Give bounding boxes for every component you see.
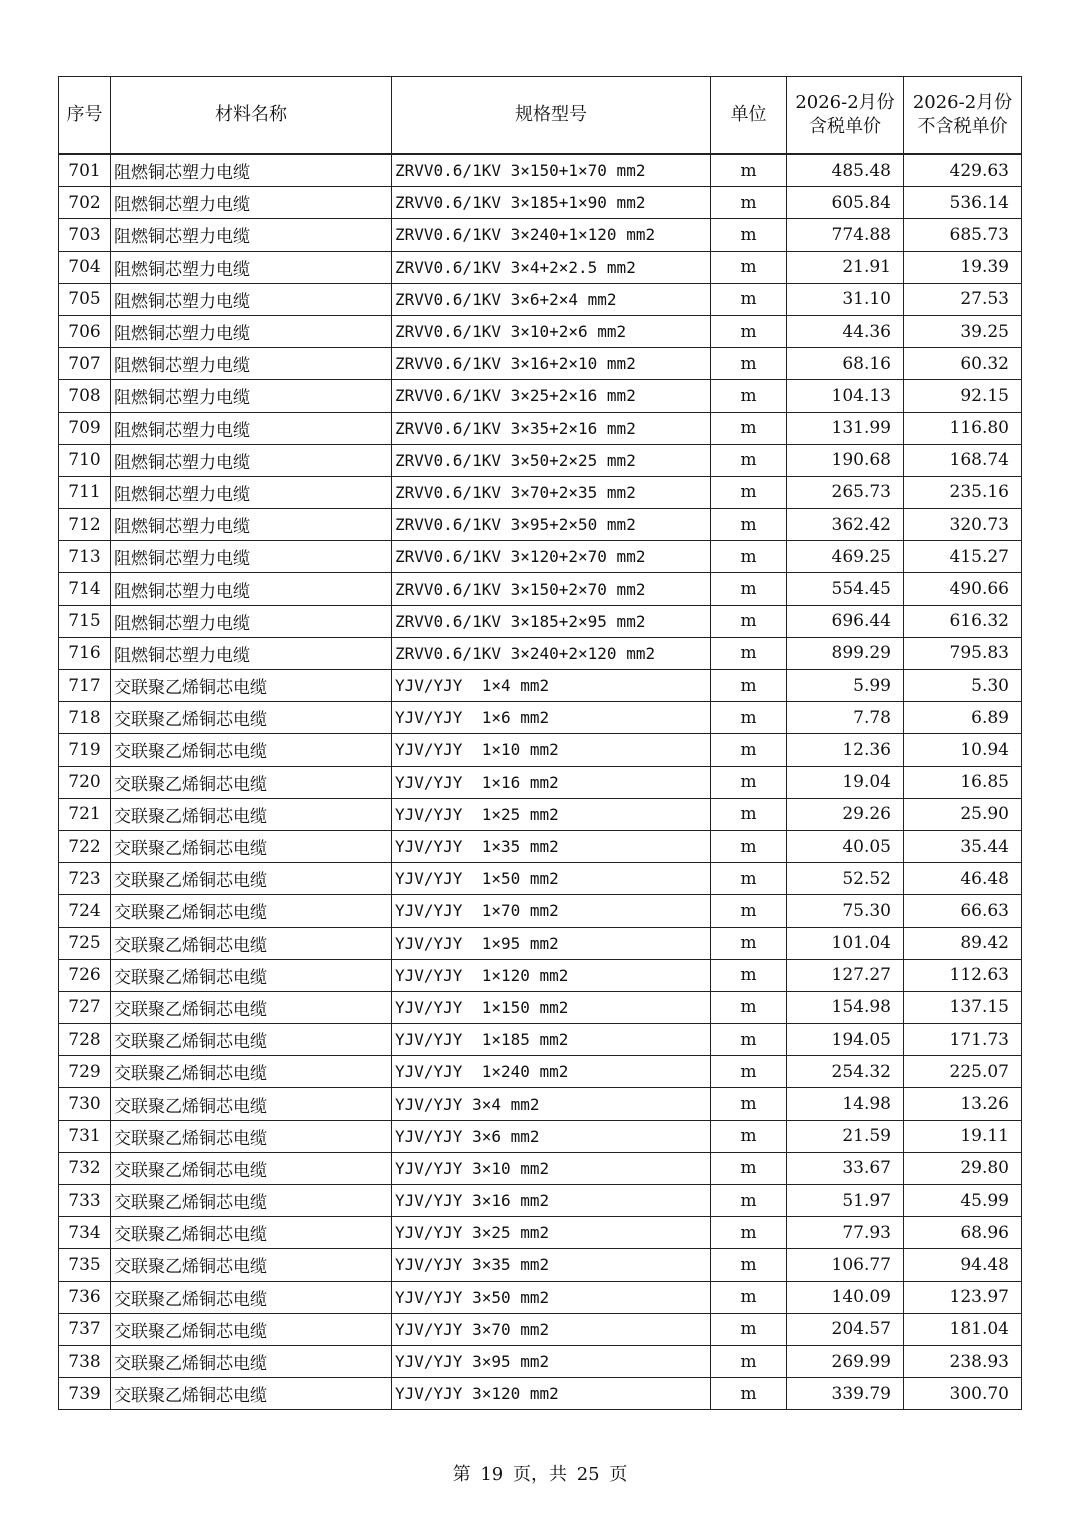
footer-mid: 页，共 bbox=[513, 1464, 567, 1485]
cell-spec: YJV/YJY 1×16 mm2 bbox=[392, 766, 711, 798]
cell-price-tax: 696.44 bbox=[787, 605, 904, 637]
cell-price-tax: 265.73 bbox=[787, 476, 904, 508]
cell-spec: YJV/YJY 1×240 mm2 bbox=[392, 1056, 711, 1088]
cell-spec: YJV/YJY 3×70 mm2 bbox=[392, 1313, 711, 1345]
cell-price-tax: 21.91 bbox=[787, 251, 904, 283]
cell-price-notax: 490.66 bbox=[904, 573, 1022, 605]
cell-spec: ZRVV0.6/1KV 3×185+2×95 mm2 bbox=[392, 605, 711, 637]
cell-price-notax: 171.73 bbox=[904, 1024, 1022, 1056]
cell-spec: YJV/YJY 1×185 mm2 bbox=[392, 1024, 711, 1056]
table-row bbox=[59, 895, 1022, 927]
cell-name: 交联聚乙烯铜芯电缆 bbox=[111, 798, 392, 830]
cell-price-notax: 89.42 bbox=[904, 927, 1022, 959]
cell-price-notax: 60.32 bbox=[904, 348, 1022, 380]
cell-unit: m bbox=[711, 1345, 787, 1377]
cell-price-tax: 75.30 bbox=[787, 895, 904, 927]
table-row bbox=[59, 1281, 1022, 1313]
cell-unit: m bbox=[711, 702, 787, 734]
table-row bbox=[59, 187, 1022, 219]
cell-name: 交联聚乙烯铜芯电缆 bbox=[111, 959, 392, 991]
cell-no: 727 bbox=[59, 991, 111, 1023]
cell-no: 707 bbox=[59, 348, 111, 380]
cell-price-notax: 429.63 bbox=[904, 154, 1022, 187]
cell-price-notax: 536.14 bbox=[904, 187, 1022, 219]
cell-price-tax: 190.68 bbox=[787, 444, 904, 476]
cell-unit: m bbox=[711, 573, 787, 605]
cell-unit: m bbox=[711, 1024, 787, 1056]
cell-unit: m bbox=[711, 348, 787, 380]
cell-no: 739 bbox=[59, 1378, 111, 1410]
cell-price-tax: 469.25 bbox=[787, 541, 904, 573]
table-row bbox=[59, 959, 1022, 991]
cell-no: 705 bbox=[59, 283, 111, 315]
cell-name: 阻燃铜芯塑力电缆 bbox=[111, 541, 392, 573]
cell-price-notax: 27.53 bbox=[904, 283, 1022, 315]
cell-spec: ZRVV0.6/1KV 3×240+2×120 mm2 bbox=[392, 637, 711, 669]
cell-spec: YJV/YJY 1×25 mm2 bbox=[392, 798, 711, 830]
header-price-tax-line1: 2026-2月份 bbox=[795, 92, 895, 113]
cell-name: 阻燃铜芯塑力电缆 bbox=[111, 509, 392, 541]
cell-price-notax: 19.11 bbox=[904, 1120, 1022, 1152]
header-price-tax bbox=[787, 77, 904, 155]
cell-price-tax: 269.99 bbox=[787, 1345, 904, 1377]
cell-no: 732 bbox=[59, 1152, 111, 1184]
cell-spec: ZRVV0.6/1KV 3×240+1×120 mm2 bbox=[392, 219, 711, 251]
cell-price-tax: 44.36 bbox=[787, 315, 904, 347]
cell-name: 交联聚乙烯铜芯电缆 bbox=[111, 1185, 392, 1217]
cell-spec: YJV/YJY 3×4 mm2 bbox=[392, 1088, 711, 1120]
cell-price-tax: 101.04 bbox=[787, 927, 904, 959]
cell-no: 720 bbox=[59, 766, 111, 798]
table-row bbox=[59, 1185, 1022, 1217]
cell-no: 717 bbox=[59, 670, 111, 702]
cell-price-tax: 29.26 bbox=[787, 798, 904, 830]
cell-price-tax: 19.04 bbox=[787, 766, 904, 798]
cell-price-tax: 51.97 bbox=[787, 1185, 904, 1217]
cell-price-notax: 168.74 bbox=[904, 444, 1022, 476]
cell-price-tax: 14.98 bbox=[787, 1088, 904, 1120]
cell-price-tax: 154.98 bbox=[787, 991, 904, 1023]
table-row bbox=[59, 1249, 1022, 1281]
cell-spec: ZRVV0.6/1KV 3×4+2×2.5 mm2 bbox=[392, 251, 711, 283]
footer-total-pages: 25 bbox=[576, 1464, 600, 1485]
cell-unit: m bbox=[711, 541, 787, 573]
cell-spec: YJV/YJY 3×6 mm2 bbox=[392, 1120, 711, 1152]
cell-unit: m bbox=[711, 1378, 787, 1410]
cell-name: 交联聚乙烯铜芯电缆 bbox=[111, 1281, 392, 1313]
header-price-notax-line2: 不含税单价 bbox=[917, 116, 1008, 137]
cell-name: 交联聚乙烯铜芯电缆 bbox=[111, 1249, 392, 1281]
cell-spec: YJV/YJY 3×95 mm2 bbox=[392, 1345, 711, 1377]
cell-name: 交联聚乙烯铜芯电缆 bbox=[111, 830, 392, 862]
cell-price-tax: 106.77 bbox=[787, 1249, 904, 1281]
table-row bbox=[59, 734, 1022, 766]
cell-name: 交联聚乙烯铜芯电缆 bbox=[111, 670, 392, 702]
cell-name: 交联聚乙烯铜芯电缆 bbox=[111, 1378, 392, 1410]
cell-name: 阻燃铜芯塑力电缆 bbox=[111, 637, 392, 669]
cell-price-notax: 29.80 bbox=[904, 1152, 1022, 1184]
cell-unit: m bbox=[711, 959, 787, 991]
cell-unit: m bbox=[711, 895, 787, 927]
cell-price-tax: 12.36 bbox=[787, 734, 904, 766]
cell-no: 730 bbox=[59, 1088, 111, 1120]
cell-no: 701 bbox=[59, 154, 111, 187]
cell-spec: YJV/YJY 3×120 mm2 bbox=[392, 1378, 711, 1410]
table-row bbox=[59, 1024, 1022, 1056]
cell-spec: YJV/YJY 1×35 mm2 bbox=[392, 830, 711, 862]
cell-price-tax: 7.78 bbox=[787, 702, 904, 734]
cell-price-tax: 194.05 bbox=[787, 1024, 904, 1056]
cell-price-tax: 204.57 bbox=[787, 1313, 904, 1345]
cell-spec: ZRVV0.6/1KV 3×70+2×35 mm2 bbox=[392, 476, 711, 508]
cell-unit: m bbox=[711, 1056, 787, 1088]
table-row bbox=[59, 509, 1022, 541]
cell-price-notax: 16.85 bbox=[904, 766, 1022, 798]
table-row bbox=[59, 670, 1022, 702]
footer-suffix: 页 bbox=[609, 1464, 628, 1485]
cell-price-notax: 795.83 bbox=[904, 637, 1022, 669]
cell-spec: YJV/YJY 1×50 mm2 bbox=[392, 863, 711, 895]
cell-spec: YJV/YJY 1×95 mm2 bbox=[392, 927, 711, 959]
header-price-tax-line2: 含税单价 bbox=[809, 116, 881, 137]
cell-no: 737 bbox=[59, 1313, 111, 1345]
cell-price-notax: 45.99 bbox=[904, 1185, 1022, 1217]
cell-name: 交联聚乙烯铜芯电缆 bbox=[111, 1024, 392, 1056]
cell-unit: m bbox=[711, 991, 787, 1023]
cell-spec: YJV/YJY 3×10 mm2 bbox=[392, 1152, 711, 1184]
cell-no: 736 bbox=[59, 1281, 111, 1313]
table-row bbox=[59, 251, 1022, 283]
cell-price-notax: 225.07 bbox=[904, 1056, 1022, 1088]
cell-spec: YJV/YJY 1×70 mm2 bbox=[392, 895, 711, 927]
cell-name: 交联聚乙烯铜芯电缆 bbox=[111, 1056, 392, 1088]
table-row bbox=[59, 637, 1022, 669]
cell-price-notax: 137.15 bbox=[904, 991, 1022, 1023]
header-spec: 规格型号 bbox=[392, 77, 711, 155]
cell-unit: m bbox=[711, 154, 787, 187]
cell-no: 735 bbox=[59, 1249, 111, 1281]
cell-price-tax: 554.45 bbox=[787, 573, 904, 605]
cell-spec: ZRVV0.6/1KV 3×150+1×70 mm2 bbox=[392, 154, 711, 187]
cell-no: 725 bbox=[59, 927, 111, 959]
cell-name: 阻燃铜芯塑力电缆 bbox=[111, 251, 392, 283]
cell-no: 733 bbox=[59, 1185, 111, 1217]
cell-no: 709 bbox=[59, 412, 111, 444]
cell-unit: m bbox=[711, 1185, 787, 1217]
cell-price-notax: 123.97 bbox=[904, 1281, 1022, 1313]
cell-no: 724 bbox=[59, 895, 111, 927]
footer-prefix: 第 bbox=[452, 1464, 471, 1485]
cell-spec: YJV/YJY 3×50 mm2 bbox=[392, 1281, 711, 1313]
cell-unit: m bbox=[711, 412, 787, 444]
table-header bbox=[59, 77, 1022, 155]
cell-price-notax: 238.93 bbox=[904, 1345, 1022, 1377]
cell-price-notax: 35.44 bbox=[904, 830, 1022, 862]
cell-name: 阻燃铜芯塑力电缆 bbox=[111, 444, 392, 476]
header-price-notax-line1: 2026-2月份 bbox=[912, 92, 1013, 113]
price-table bbox=[58, 76, 1022, 1410]
table-row bbox=[59, 1378, 1022, 1410]
cell-no: 712 bbox=[59, 509, 111, 541]
cell-price-notax: 181.04 bbox=[904, 1313, 1022, 1345]
cell-name: 交联聚乙烯铜芯电缆 bbox=[111, 1088, 392, 1120]
table-row bbox=[59, 830, 1022, 862]
cell-no: 715 bbox=[59, 605, 111, 637]
table-row bbox=[59, 283, 1022, 315]
cell-spec: ZRVV0.6/1KV 3×6+2×4 mm2 bbox=[392, 283, 711, 315]
cell-price-notax: 616.32 bbox=[904, 605, 1022, 637]
cell-unit: m bbox=[711, 509, 787, 541]
cell-no: 713 bbox=[59, 541, 111, 573]
table-row bbox=[59, 154, 1022, 187]
cell-unit: m bbox=[711, 1088, 787, 1120]
cell-name: 交联聚乙烯铜芯电缆 bbox=[111, 1152, 392, 1184]
header-no: 序号 bbox=[59, 77, 111, 155]
table-row bbox=[59, 1056, 1022, 1088]
cell-no: 726 bbox=[59, 959, 111, 991]
cell-spec: YJV/YJY 3×35 mm2 bbox=[392, 1249, 711, 1281]
table-row bbox=[59, 702, 1022, 734]
cell-name: 阻燃铜芯塑力电缆 bbox=[111, 380, 392, 412]
cell-no: 722 bbox=[59, 830, 111, 862]
table-row bbox=[59, 927, 1022, 959]
cell-price-tax: 52.52 bbox=[787, 863, 904, 895]
cell-no: 734 bbox=[59, 1217, 111, 1249]
cell-spec: YJV/YJY 3×16 mm2 bbox=[392, 1185, 711, 1217]
cell-spec: YJV/YJY 1×150 mm2 bbox=[392, 991, 711, 1023]
cell-price-tax: 254.32 bbox=[787, 1056, 904, 1088]
table-row bbox=[59, 219, 1022, 251]
table-row bbox=[59, 1088, 1022, 1120]
cell-no: 729 bbox=[59, 1056, 111, 1088]
cell-spec: YJV/YJY 1×6 mm2 bbox=[392, 702, 711, 734]
cell-price-tax: 140.09 bbox=[787, 1281, 904, 1313]
cell-spec: YJV/YJY 1×4 mm2 bbox=[392, 670, 711, 702]
cell-name: 阻燃铜芯塑力电缆 bbox=[111, 315, 392, 347]
cell-unit: m bbox=[711, 670, 787, 702]
cell-price-tax: 104.13 bbox=[787, 380, 904, 412]
cell-price-tax: 68.16 bbox=[787, 348, 904, 380]
cell-unit: m bbox=[711, 380, 787, 412]
cell-unit: m bbox=[711, 830, 787, 862]
cell-no: 728 bbox=[59, 1024, 111, 1056]
table-body bbox=[59, 154, 1022, 1410]
cell-price-notax: 25.90 bbox=[904, 798, 1022, 830]
table-row bbox=[59, 863, 1022, 895]
cell-no: 711 bbox=[59, 476, 111, 508]
cell-price-notax: 46.48 bbox=[904, 863, 1022, 895]
cell-name: 交联聚乙烯铜芯电缆 bbox=[111, 927, 392, 959]
cell-spec: YJV/YJY 3×25 mm2 bbox=[392, 1217, 711, 1249]
cell-price-notax: 39.25 bbox=[904, 315, 1022, 347]
cell-spec: ZRVV0.6/1KV 3×25+2×16 mm2 bbox=[392, 380, 711, 412]
cell-name: 阻燃铜芯塑力电缆 bbox=[111, 476, 392, 508]
cell-name: 交联聚乙烯铜芯电缆 bbox=[111, 1313, 392, 1345]
cell-no: 738 bbox=[59, 1345, 111, 1377]
cell-price-notax: 685.73 bbox=[904, 219, 1022, 251]
cell-name: 交联聚乙烯铜芯电缆 bbox=[111, 702, 392, 734]
table-row bbox=[59, 1120, 1022, 1152]
table-row bbox=[59, 1152, 1022, 1184]
cell-no: 708 bbox=[59, 380, 111, 412]
cell-name: 阻燃铜芯塑力电缆 bbox=[111, 283, 392, 315]
cell-name: 交联聚乙烯铜芯电缆 bbox=[111, 991, 392, 1023]
table-row bbox=[59, 1345, 1022, 1377]
table-row bbox=[59, 1217, 1022, 1249]
cell-no: 706 bbox=[59, 315, 111, 347]
cell-price-tax: 33.67 bbox=[787, 1152, 904, 1184]
cell-name: 交联聚乙烯铜芯电缆 bbox=[111, 766, 392, 798]
cell-unit: m bbox=[711, 766, 787, 798]
cell-price-tax: 127.27 bbox=[787, 959, 904, 991]
cell-price-notax: 66.63 bbox=[904, 895, 1022, 927]
cell-price-notax: 19.39 bbox=[904, 251, 1022, 283]
cell-unit: m bbox=[711, 605, 787, 637]
cell-name: 阻燃铜芯塑力电缆 bbox=[111, 573, 392, 605]
cell-price-tax: 774.88 bbox=[787, 219, 904, 251]
cell-unit: m bbox=[711, 1152, 787, 1184]
cell-name: 交联聚乙烯铜芯电缆 bbox=[111, 1217, 392, 1249]
cell-price-notax: 94.48 bbox=[904, 1249, 1022, 1281]
cell-name: 阻燃铜芯塑力电缆 bbox=[111, 605, 392, 637]
cell-spec: ZRVV0.6/1KV 3×150+2×70 mm2 bbox=[392, 573, 711, 605]
cell-unit: m bbox=[711, 444, 787, 476]
cell-name: 交联聚乙烯铜芯电缆 bbox=[111, 863, 392, 895]
cell-unit: m bbox=[711, 1249, 787, 1281]
page-footer bbox=[0, 1460, 1080, 1486]
cell-no: 710 bbox=[59, 444, 111, 476]
cell-unit: m bbox=[711, 219, 787, 251]
cell-spec: ZRVV0.6/1KV 3×10+2×6 mm2 bbox=[392, 315, 711, 347]
cell-unit: m bbox=[711, 1313, 787, 1345]
footer-page-number: 19 bbox=[480, 1464, 504, 1485]
cell-name: 阻燃铜芯塑力电缆 bbox=[111, 187, 392, 219]
cell-unit: m bbox=[711, 1120, 787, 1152]
cell-price-notax: 320.73 bbox=[904, 509, 1022, 541]
table-row bbox=[59, 315, 1022, 347]
header-name: 材料名称 bbox=[111, 77, 392, 155]
table-row bbox=[59, 444, 1022, 476]
cell-name: 交联聚乙烯铜芯电缆 bbox=[111, 1345, 392, 1377]
cell-no: 704 bbox=[59, 251, 111, 283]
cell-spec: ZRVV0.6/1KV 3×95+2×50 mm2 bbox=[392, 509, 711, 541]
cell-unit: m bbox=[711, 476, 787, 508]
cell-price-notax: 68.96 bbox=[904, 1217, 1022, 1249]
table-row bbox=[59, 380, 1022, 412]
cell-price-notax: 415.27 bbox=[904, 541, 1022, 573]
cell-spec: YJV/YJY 1×120 mm2 bbox=[392, 959, 711, 991]
table-row bbox=[59, 605, 1022, 637]
cell-name: 阻燃铜芯塑力电缆 bbox=[111, 348, 392, 380]
cell-no: 721 bbox=[59, 798, 111, 830]
cell-unit: m bbox=[711, 927, 787, 959]
cell-no: 703 bbox=[59, 219, 111, 251]
cell-name: 交联聚乙烯铜芯电缆 bbox=[111, 734, 392, 766]
cell-price-notax: 13.26 bbox=[904, 1088, 1022, 1120]
cell-price-notax: 112.63 bbox=[904, 959, 1022, 991]
cell-price-tax: 5.99 bbox=[787, 670, 904, 702]
table-row bbox=[59, 766, 1022, 798]
cell-price-notax: 116.80 bbox=[904, 412, 1022, 444]
cell-name: 阻燃铜芯塑力电缆 bbox=[111, 412, 392, 444]
cell-no: 714 bbox=[59, 573, 111, 605]
cell-unit: m bbox=[711, 734, 787, 766]
cell-unit: m bbox=[711, 251, 787, 283]
cell-name: 阻燃铜芯塑力电缆 bbox=[111, 154, 392, 187]
cell-price-tax: 899.29 bbox=[787, 637, 904, 669]
header-unit: 单位 bbox=[711, 77, 787, 155]
cell-price-tax: 21.59 bbox=[787, 1120, 904, 1152]
cell-unit: m bbox=[711, 863, 787, 895]
cell-unit: m bbox=[711, 1217, 787, 1249]
cell-unit: m bbox=[711, 798, 787, 830]
cell-unit: m bbox=[711, 637, 787, 669]
cell-unit: m bbox=[711, 1281, 787, 1313]
cell-spec: ZRVV0.6/1KV 3×185+1×90 mm2 bbox=[392, 187, 711, 219]
cell-unit: m bbox=[711, 187, 787, 219]
table-row bbox=[59, 412, 1022, 444]
cell-spec: ZRVV0.6/1KV 3×120+2×70 mm2 bbox=[392, 541, 711, 573]
cell-price-tax: 362.42 bbox=[787, 509, 904, 541]
table-row bbox=[59, 991, 1022, 1023]
cell-price-notax: 10.94 bbox=[904, 734, 1022, 766]
table-row bbox=[59, 476, 1022, 508]
cell-spec: YJV/YJY 1×10 mm2 bbox=[392, 734, 711, 766]
cell-price-tax: 339.79 bbox=[787, 1378, 904, 1410]
cell-price-tax: 131.99 bbox=[787, 412, 904, 444]
table-row bbox=[59, 541, 1022, 573]
cell-price-notax: 6.89 bbox=[904, 702, 1022, 734]
cell-no: 719 bbox=[59, 734, 111, 766]
cell-price-tax: 77.93 bbox=[787, 1217, 904, 1249]
cell-price-tax: 485.48 bbox=[787, 154, 904, 187]
cell-no: 702 bbox=[59, 187, 111, 219]
cell-price-notax: 300.70 bbox=[904, 1378, 1022, 1410]
cell-name: 阻燃铜芯塑力电缆 bbox=[111, 219, 392, 251]
table-row bbox=[59, 573, 1022, 605]
cell-name: 交联聚乙烯铜芯电缆 bbox=[111, 1120, 392, 1152]
cell-no: 731 bbox=[59, 1120, 111, 1152]
cell-no: 716 bbox=[59, 637, 111, 669]
cell-price-notax: 5.30 bbox=[904, 670, 1022, 702]
cell-price-notax: 235.16 bbox=[904, 476, 1022, 508]
table-row bbox=[59, 798, 1022, 830]
cell-spec: ZRVV0.6/1KV 3×50+2×25 mm2 bbox=[392, 444, 711, 476]
cell-name: 交联聚乙烯铜芯电缆 bbox=[111, 895, 392, 927]
table-row bbox=[59, 1313, 1022, 1345]
cell-no: 718 bbox=[59, 702, 111, 734]
cell-price-notax: 92.15 bbox=[904, 380, 1022, 412]
cell-price-tax: 605.84 bbox=[787, 187, 904, 219]
cell-spec: ZRVV0.6/1KV 3×35+2×16 mm2 bbox=[392, 412, 711, 444]
cell-unit: m bbox=[711, 315, 787, 347]
cell-price-tax: 40.05 bbox=[787, 830, 904, 862]
table-row bbox=[59, 348, 1022, 380]
cell-no: 723 bbox=[59, 863, 111, 895]
cell-price-tax: 31.10 bbox=[787, 283, 904, 315]
header-price-notax bbox=[904, 77, 1022, 155]
cell-spec: ZRVV0.6/1KV 3×16+2×10 mm2 bbox=[392, 348, 711, 380]
cell-unit: m bbox=[711, 283, 787, 315]
